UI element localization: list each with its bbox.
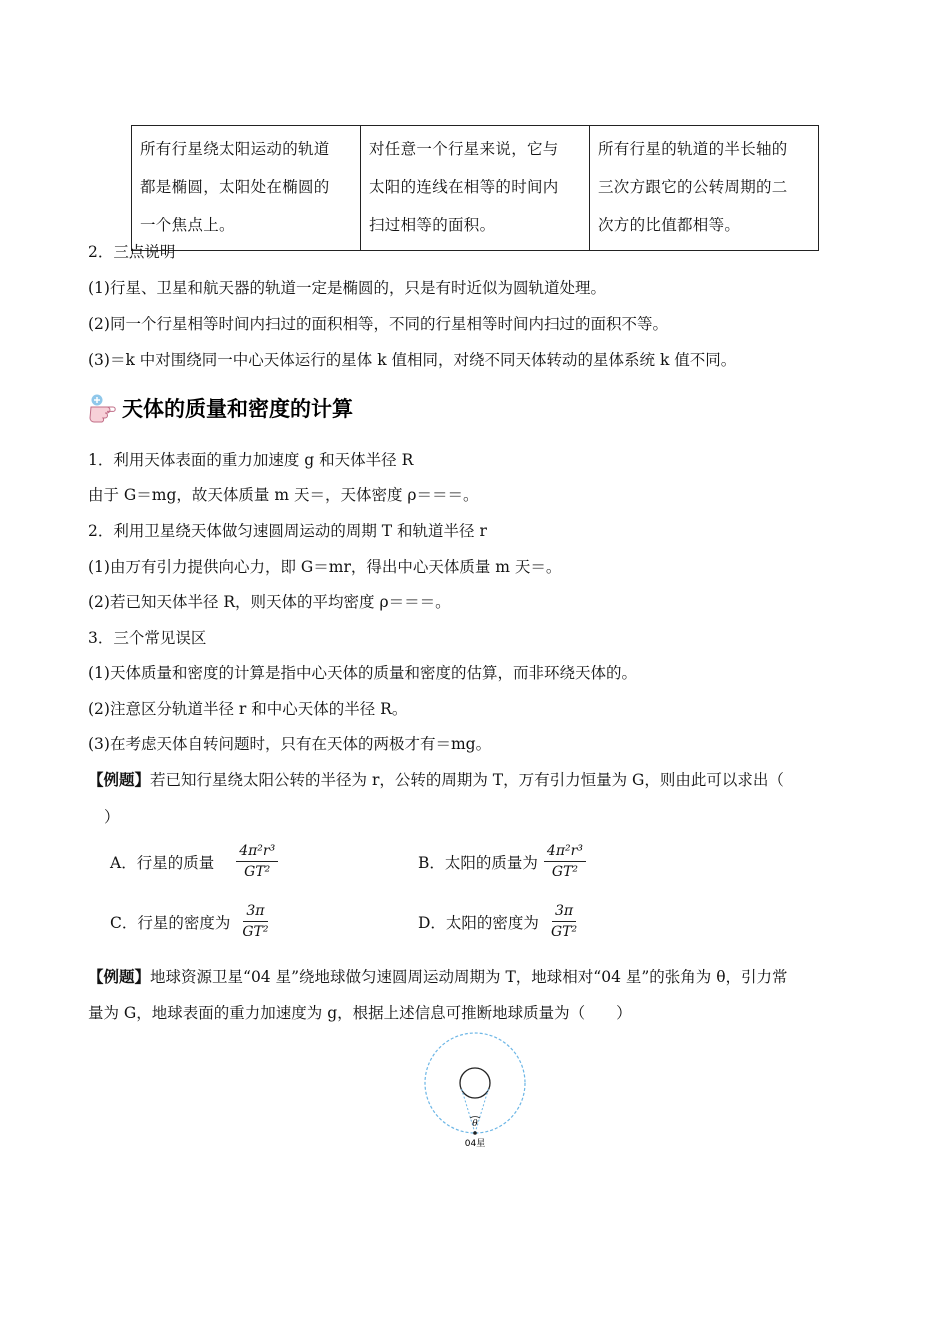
- point-item: (2)同一个行星相等时间内扫过的面积相等，不同的行星相等时间内扫过的面积不等。: [88, 315, 668, 333]
- example-close-paren: ）: [104, 808, 120, 826]
- option-label: B．太阳的质量为: [418, 853, 538, 872]
- cell-line: 所有行星绕太阳运动的轨道: [140, 140, 330, 158]
- fraction-denominator: GT²: [550, 924, 578, 940]
- fraction-numerator: 4π²r³: [236, 842, 278, 862]
- section-title-three-points: 2．三点说明: [88, 243, 176, 261]
- cell-line: 都是椭圆，太阳处在椭圆的: [140, 178, 330, 196]
- table-cell-third-law: [590, 126, 819, 251]
- option-label: A．行星的质量: [110, 853, 215, 872]
- satellite-point: [473, 1131, 477, 1135]
- section-heading-title: 天体的质量和密度的计算: [122, 397, 353, 421]
- fraction-formula: [551, 902, 577, 941]
- fraction-numerator: 3π: [552, 902, 576, 922]
- example-text: 地球资源卫星“04 星”绕地球做匀速圆周运动周期为 T，地球相对“04 星”的张角为 θ，引力常: [150, 968, 788, 986]
- text-line: 3．三个常见误区: [88, 629, 207, 647]
- orbit-diagram: [420, 1030, 530, 1155]
- text-line: 1．利用天体表面的重力加速度 g 和天体半径 R: [88, 451, 414, 469]
- text-line: 2．利用卫星绕天体做匀速圆周运动的周期 T 和轨道半径 r: [88, 522, 487, 540]
- text-line: (3)在考虑天体自转问题时，只有在天体的两极才有＝mg。: [88, 735, 492, 753]
- point-item: (1)行星、卫星和航天器的轨道一定是椭圆的，只是有时近似为圆轨道处理。: [88, 279, 606, 297]
- cell-line: 三次方跟它的公转周期的二: [598, 178, 788, 196]
- option-a[interactable]: [110, 842, 278, 881]
- cell-line: 对任意一个行星来说，它与: [369, 140, 559, 158]
- fraction-denominator: GT²: [242, 924, 269, 940]
- example-question: [88, 966, 788, 988]
- satellite-label: 04星: [464, 1139, 486, 1149]
- text-line: (2)注意区分轨道半径 r 和中心天体的半径 R。: [88, 700, 408, 718]
- option-b[interactable]: [418, 842, 586, 881]
- table-cell-first-law: [132, 126, 361, 251]
- example-tag: 【例题】: [88, 967, 151, 986]
- text-line: (1)天体质量和密度的计算是指中心天体的质量和密度的估算，而非环绕天体的。: [88, 664, 637, 682]
- option-d[interactable]: [418, 902, 577, 941]
- fraction-formula: [236, 842, 278, 881]
- option-label: D．太阳的密度为: [418, 913, 539, 932]
- option-label: C．行星的密度为: [110, 913, 231, 932]
- fraction-formula: [242, 902, 268, 941]
- point-item: (3)＝k 中对围绕同一中心天体运行的星体 k 值相同，对绕不同天体转动的星体系统 k 值不同。: [88, 351, 737, 369]
- fraction-formula: [544, 842, 586, 881]
- example-tag: 【例题】: [88, 770, 151, 789]
- fraction-numerator: 4π²r³: [544, 842, 586, 862]
- cell-line: 一个焦点上。: [140, 216, 235, 234]
- option-c[interactable]: [110, 902, 269, 941]
- text-line: (2)若已知天体半径 R，则天体的平均密度 ρ＝＝＝。: [88, 593, 451, 611]
- table-row: [132, 126, 819, 251]
- cell-line: 扫过相等的面积。: [369, 216, 496, 234]
- cell-line: 次方的比值都相等。: [598, 216, 741, 234]
- earth-circle: [460, 1068, 490, 1098]
- fraction-denominator: GT²: [551, 864, 578, 880]
- table-cell-second-law: [361, 126, 590, 251]
- section-heading: [88, 390, 353, 426]
- pointing-hand-icon: [88, 393, 118, 423]
- fraction-denominator: GT²: [244, 864, 271, 880]
- fraction-numerator: 3π: [243, 902, 267, 922]
- cell-line: 太阳的连线在相等的时间内: [369, 178, 559, 196]
- angle-arc: [470, 1117, 480, 1119]
- text-line: 由于 G＝mg，故天体质量 m 天＝，天体密度 ρ＝＝＝。: [88, 486, 479, 504]
- angle-label: θ: [472, 1119, 478, 1129]
- text-line: (1)由万有引力提供向心力，即 G＝mr，得出中心天体质量 m 天＝。: [88, 558, 562, 576]
- example-text-continued: 量为 G，地球表面的重力加速度为 g，根据上述信息可推断地球质量为（ ）: [88, 1004, 632, 1022]
- example-question: [88, 769, 784, 791]
- kepler-laws-table: [131, 125, 819, 251]
- example-text: 若已知行星绕太阳公转的半径为 r，公转的周期为 T，万有引力恒量为 G，则由此可以求出（: [150, 771, 784, 789]
- cell-line: 所有行星的轨道的半长轴的: [598, 140, 788, 158]
